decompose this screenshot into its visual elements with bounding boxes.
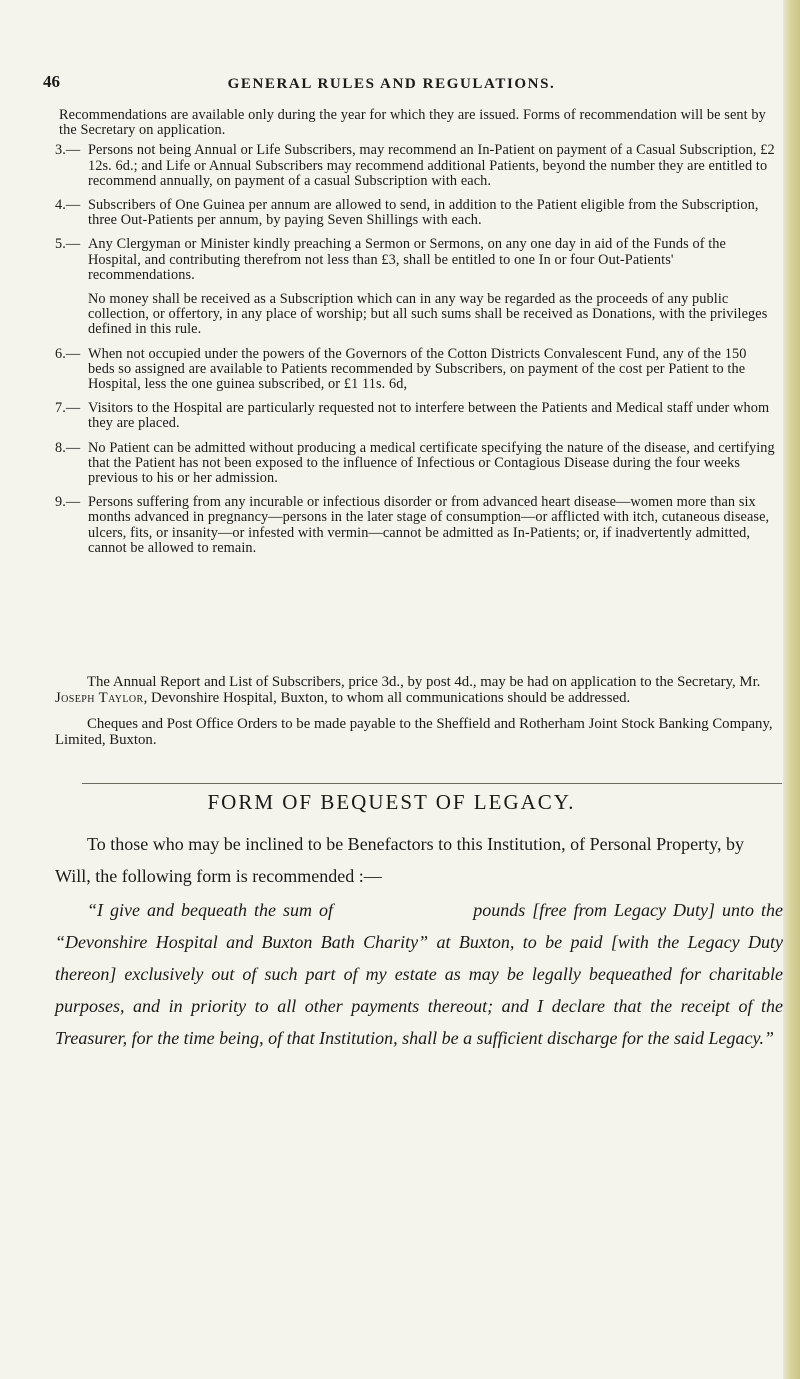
rule-number: 7.— [55, 400, 81, 417]
donations-note: No money shall be received as a Subscription which can in any way be regarded as the proceeds of any public collection, or offertory, in any place of worship; but all such sums shall be received as Donations, with the privileges defined in this rule. [88, 291, 768, 338]
bequest-intro: To those who may be inclined to be Benefactors to this Institution, of Personal Property, by Will, the following form is recommended :— [55, 834, 744, 886]
rule-8 [55, 441, 775, 487]
rule-4 [55, 198, 775, 228]
report-text-before: The Annual Report and List of Subscribers, price 3d., by post 4d., may be had on application to the Secretary, Mr. [87, 674, 761, 690]
rule-text: Persons not being Annual or Life Subscribers, may recommend an In-Patient on payment of a Casual Subscription, £2 12s. 6d.; and Life or Annual Subscribers may recommend additional Patients, beyond the number they are entitled to recommend annually, on payment of a casual Subscription with each. [88, 142, 775, 189]
secretary-name: Joseph Taylor [55, 689, 144, 706]
rules-section [55, 108, 775, 565]
rule-text: When not occupied under the powers of the Governors of the Cotton Districts Convalescent Fund, any of the 150 beds so assigned are available to Patients recommended by Subscribers, on payment of the cost per Patient to the Hospital, less the one guinea subscribed, or £1 11s. 6d, [88, 345, 747, 393]
rule-number: 3.— [55, 142, 81, 159]
rule-number: 9.— [55, 494, 81, 511]
rule-number: 6.— [55, 345, 81, 362]
running-title: GENERAL RULES AND REGULATIONS. [227, 76, 556, 92]
rule-3 [55, 143, 775, 189]
rule-text: Persons suffering from any incurable or infectious disorder or from advanced heart disease—women more than six months advanced in pregnancy—persons in the later stage of consumption—or afflicted with itch, cutaneous disease, ulcers, fits, or insanity—or infested with vermin—cannot be admitted as In-Patients; or, if inadvertently admitted, cannot be allowed to remain. [88, 494, 770, 556]
bequest-form-text: “I give and bequeath the sum of pounds [free from Legacy Duty] unto the “Devonshire Hospital and Buxton Bath Charity” at Buxton, to be paid [with the Legacy Duty thereon] exclusively out of such part of my estate as may be legally bequeathed for charitable purposes, and in priority to all other payments thereout; and I declare that the receipt of the Treasurer, for the time being, of that Institution, shall be a sufficient discharge for the said Legacy.” [55, 900, 783, 1048]
rule-9 [55, 495, 775, 556]
rule-6 [55, 347, 775, 393]
annual-report-notice [55, 675, 775, 706]
rule-text: No Patient can be admitted without producing a medical certificate specifying the nature of the disease, and certifying that the Patient has not been exposed to the influence of Infectious or Contagious Disease during the four weeks previous to his or her admission. [88, 439, 775, 487]
bequest-title: FORM OF BEQUEST OF LEGACY. [207, 790, 576, 814]
page-number: 46 [43, 72, 60, 91]
rule-5 [55, 237, 775, 283]
section-divider [82, 783, 782, 784]
report-text-after: , Devonshire Hospital, Buxton, to whom all communications should be addressed. [143, 689, 631, 706]
rule-text: Subscribers of One Guinea per annum are allowed to send, in addition to the Patient eligible from the Subscription, three Out-Patients per annum, by paying Seven Shillings with each. [88, 197, 759, 229]
recommendations-note: Recommendations are available only during the year for which they are issued. Forms of recommendation will be sent by the Secretary on application. [59, 107, 766, 139]
cheques-notice: Cheques and Post Office Orders to be made payable to the Sheffield and Rotherham Joint Stock Banking Company, Limited, Buxton. [55, 716, 773, 748]
rule-number: 8.— [55, 439, 81, 456]
rule-7 [55, 401, 775, 431]
rule-number: 4.— [55, 197, 81, 214]
bequest-section [55, 828, 783, 1054]
notices-section [55, 675, 775, 759]
rule-text: Visitors to the Hospital are particularly requested not to interfere between the Patients and Medical staff under whom they are placed. [88, 400, 770, 432]
rule-number: 5.— [55, 236, 81, 253]
page-edge [783, 0, 800, 1379]
rule-text: Any Clergyman or Minister kindly preaching a Sermon or Sermons, on any one day in aid of the Funds of the Hospital, and contributing therefrom not less than £3, shall be entitled to one In or four Out-Patients' recommendations. [88, 236, 726, 283]
